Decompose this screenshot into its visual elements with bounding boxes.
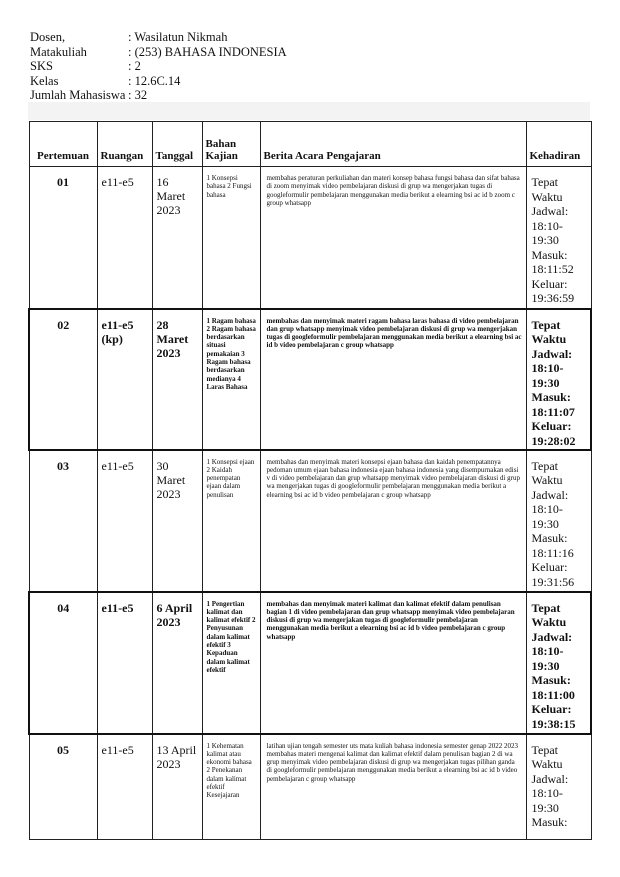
kehadiran-line: Waktu (531, 615, 567, 629)
kehadiran-cell (526, 450, 591, 592)
sks-label: SKS (30, 59, 53, 73)
pertemuan-cell: 03 (29, 450, 97, 592)
bahan-kajian-cell: 1 Kehematan kalimat atau ekonomi bahasa 2 Penekanan dalam kalimat efektif Kesejajaran (202, 734, 260, 840)
matakuliah-value: : (253) BAHASA INDONESIA (128, 44, 287, 59)
table-header-row (29, 122, 591, 167)
ruangan-cell: e11-e5 (97, 734, 152, 840)
kehadiran-line: 18:10- (531, 786, 563, 800)
ruangan-cell: e11-e5 (97, 592, 152, 734)
kehadiran-cell (526, 309, 591, 450)
header-shade (28, 102, 590, 120)
kehadiran-line: Tepat (531, 175, 558, 189)
matakuliah-label: Matakuliah (30, 44, 87, 59)
table-row (29, 592, 591, 734)
dosen-label: Dosen, (30, 30, 66, 44)
kehadiran-line: Keluar: (531, 276, 568, 291)
dosen-value: : Wasilatun Nikmah (128, 30, 228, 44)
header-bahan-line2: Kajian (205, 150, 238, 162)
kehadiran-line: Masuk: (531, 815, 568, 829)
bahan-kajian-cell: 1 Ragam bahasa 2 Ragam bahasa berdasarkan situasi pemakaian 3 Ragam bahasa berdasarkan medianya 4 Laras Bahasa (202, 309, 260, 450)
kehadiran-line: Keluar: (531, 560, 568, 574)
kehadiran-line: 18:10- (531, 644, 564, 658)
berita-acara-cell: membahas dan menyimak materi ragam bahasa laras bahasa di video pembelajaran dan grup whatsapp menyimak video pembelajaran diskusi di grup wa mengerjakan tugas di googleformulir pembelajaran menggunakan media berikut a elearning bsi ac id b video pembelajaran c group whatsapp (260, 309, 526, 450)
header-kehadiran: Kehadiran (526, 122, 591, 167)
pertemuan-cell: 05 (29, 734, 97, 840)
kehadiran-line: Waktu (531, 473, 563, 487)
kehadiran-cell (526, 734, 591, 840)
bahan-kajian-cell: 1 Konsepsi bahasa 2 Fungsi bahasa (202, 167, 260, 309)
berita-acara-cell: latihan ujian tengah semester uts mata kuliah bahasa indonesia semester genap 2022 2023 membahas materi mengenai kalimat dan kalimat efektif dalam penulisan bagian 2 di wa grup menyimak video pembelajaran diskusi di grup wa mengerjakan tugas pilihan ganda di googleformulir pembelajaran menggunakan media berikut a elearning bsi ac id b video pembelajaran c group whatsapp (260, 734, 526, 840)
table-row (29, 734, 591, 840)
kehadiran-line: Jadwal: (531, 629, 573, 644)
ruangan-cell: e11-e5 (97, 450, 152, 592)
tanggal-cell: 30 Maret 2023 (152, 450, 202, 592)
kehadiran-line: 19:36:59 (531, 291, 575, 305)
kehadiran-line: Tepat (531, 600, 561, 615)
info-row-kelas (30, 74, 287, 89)
kehadiran-line: 19:28:02 (531, 433, 576, 448)
kehadiran-line: 19:30 (531, 658, 560, 673)
kelas-label: Kelas (30, 73, 59, 88)
kehadiran-line: 18:11:00 (531, 687, 575, 702)
bahan-kajian-cell: 1 Pengertian kalimat dan kalimat efektif 2 Penyusunan dalam kalimat efektif 3 Kepaduan dalam kalimat efektif (202, 592, 260, 734)
kehadiran-line: 19:31:56 (531, 574, 575, 589)
kehadiran-line: 19:38:15 (531, 716, 576, 731)
kehadiran-line: Jadwal: (531, 204, 569, 218)
kehadiran-line: 18:10- (531, 502, 563, 516)
kehadiran-line: 19:30 (531, 233, 559, 247)
table-row (29, 450, 591, 592)
kehadiran-line: Jadwal: (531, 487, 569, 502)
header-pertemuan: Pertemuan (29, 122, 97, 167)
header-berita-acara: Berita Acara Pengajaran (260, 122, 526, 167)
jumlah-mahasiswa-value: : 32 (128, 88, 148, 102)
ruangan-cell: e11-e5 (97, 167, 152, 309)
kehadiran-line: Tepat (531, 742, 558, 757)
bahan-kajian-cell: 1 Konsepsi ejaan 2 Kaidah penempatan ejaan dalam penulisan (202, 450, 260, 592)
info-row-jumlah (30, 88, 287, 103)
pertemuan-cell: 02 (29, 309, 97, 450)
kehadiran-line: Keluar: (531, 419, 572, 433)
kehadiran-line: Tepat (531, 317, 561, 332)
header-bahan-kajian (202, 122, 260, 167)
kehadiran-line: Masuk: (531, 247, 568, 262)
kehadiran-line: Masuk: (531, 390, 571, 404)
kehadiran-cell (526, 592, 591, 734)
jumlah-mahasiswa-label: Jumlah Mahasiswa (30, 88, 126, 102)
table-row (29, 309, 591, 450)
tanggal-cell: 28 Maret 2023 (152, 309, 202, 450)
kehadiran-line: 19:30 (531, 375, 560, 390)
tanggal-cell: 6 April 2023 (152, 592, 202, 734)
kehadiran-line: 18:11:07 (531, 404, 575, 419)
kehadiran-line: 18:10- (531, 361, 564, 375)
kehadiran-line: Masuk: (531, 673, 571, 687)
course-info (30, 30, 287, 103)
kehadiran-line: 18:10- (531, 218, 563, 233)
kehadiran-line: Keluar: (531, 702, 572, 716)
info-row-dosen (30, 30, 287, 45)
kehadiran-line: Masuk: (531, 531, 568, 545)
header-ruangan: Ruangan (97, 122, 152, 167)
kehadiran-line: 19:30 (531, 516, 559, 531)
header-bahan-line1: Bahan (205, 138, 237, 150)
info-row-matakuliah (30, 45, 287, 60)
ruangan-cell: e11-e5 (kp) (97, 309, 152, 450)
berita-acara-cell: membahas peraturan perkuliahan dan materi konsep bahasa fungsi bahasa dan sifat bahasa di zoom menyimak video pembelajaran diskusi di grup wa mengerjakan tugas di googleformulir pembelajaran menggunakan media berikut a elearning bsi ac id b zoom c group whatsapp (260, 167, 526, 309)
tanggal-cell: 13 April 2023 (152, 734, 202, 840)
kelas-value: : 12.6C.14 (128, 73, 181, 88)
kehadiran-line: Jadwal: (531, 771, 569, 786)
kehadiran-line: Jadwal: (531, 346, 573, 361)
kehadiran-line: Waktu (531, 757, 563, 771)
kehadiran-line: 18:11:52 (531, 262, 574, 276)
berita-acara-cell: membahas dan menyimak materi kalimat dan kalimat efektif dalam penulisan bagian 1 di video pembelajaran dan grup whatsapp menyimak video pembelajaran diskusi di grup wa mengerjakan tugas di googleformulir pembelajaran menggunakan media berikut a elearning bsi ac id b video pembelajaran c group whatsapp (260, 592, 526, 734)
sks-value: : 2 (128, 59, 141, 73)
tanggal-cell: 16 Maret 2023 (152, 167, 202, 309)
table-row (29, 167, 591, 309)
pertemuan-cell: 01 (29, 167, 97, 309)
kehadiran-line: Waktu (531, 189, 563, 204)
kehadiran-line: Waktu (531, 332, 567, 346)
info-row-sks (30, 59, 287, 74)
kehadiran-line: 18:11:16 (531, 545, 574, 560)
pertemuan-cell: 04 (29, 592, 97, 734)
berita-acara-cell: membahas dan menyimak materi konsepsi ejaan bahasa dan kaidah penempatannya pedoman umum ejaan bahasa indonesia ejaan bahasa indonesia yang disempurnakan edisi v di video pembelajaran dan grup whatsapp menyimak video pembelajaran diskusi di grup wa mengerjakan tugas di googleformulir pembelajaran menggunakan media berikut a elearning bsi ac id b video pembelajaran c group whatsapp (260, 450, 526, 592)
kehadiran-line: 19:30 (531, 800, 559, 815)
header-tanggal: Tanggal (152, 122, 202, 167)
kehadiran-line: Tepat (531, 458, 558, 473)
kehadiran-cell (526, 167, 591, 309)
attendance-table (28, 121, 592, 840)
